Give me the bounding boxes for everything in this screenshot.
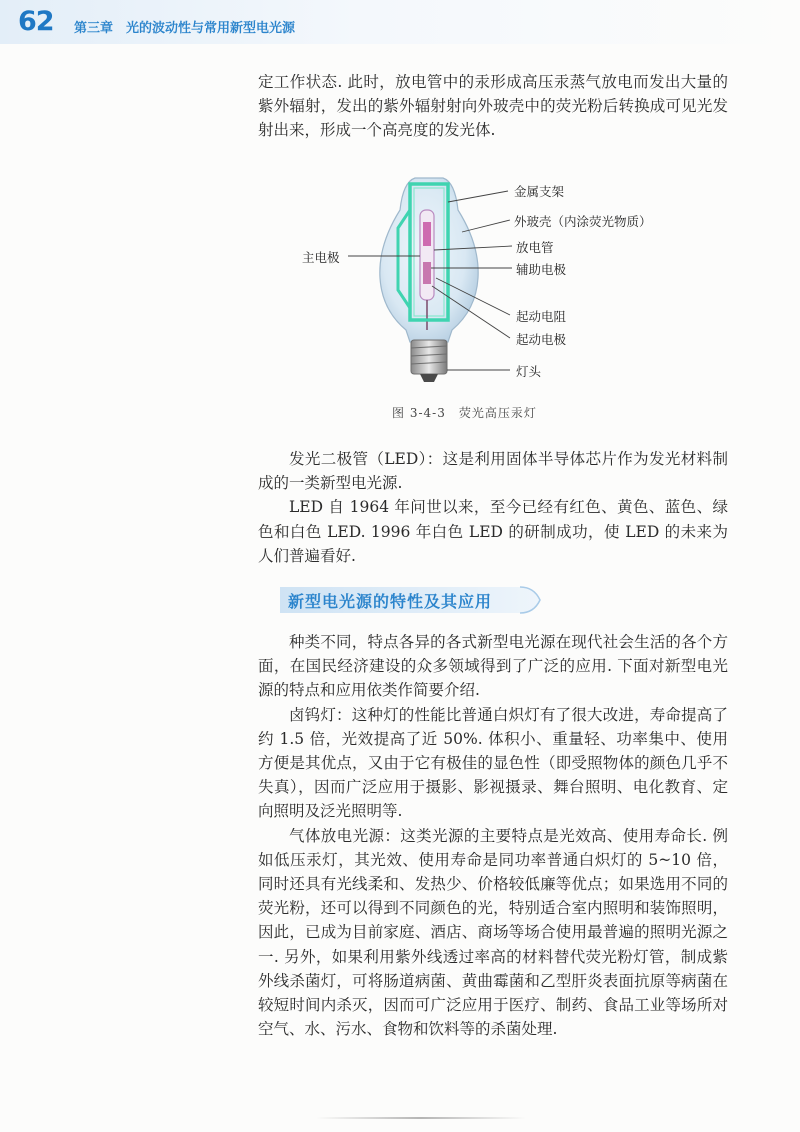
page-number: 62	[18, 6, 54, 37]
lamp-base-shape	[411, 340, 447, 374]
label-metal-frame: 金属支架	[514, 184, 565, 199]
body-paragraph-2: 卤钨灯：这种灯的性能比普通白炽灯有了很大改进，寿命提高了约 1.5 倍，光效提高了近 50%. 体积小、重量轻、功率集中、使用方便是其优点，又由于它有极佳的显色性（即受照物体的颜色几乎不失真），因而广泛应用于摄影、影视摄录、舞台照明、电化教育、定向照明及泛光照明等.	[258, 705, 728, 821]
label-discharge-tube: 放电管	[516, 240, 554, 255]
led-paragraph-block	[258, 447, 728, 568]
led-paragraph-1: 发光二极管（LED）：这是利用固体半导体芯片作为发光材料制成的一类新型电光源.	[258, 450, 728, 493]
intro-paragraph: 定工作状态. 此时，放电管中的汞形成高压汞蒸气放电而发出大量的紫外辐射，发出的紫外辐射射向外玻壳中的荧光粉后转换成可见光发射出来，形成一个高亮度的发光体.	[258, 73, 728, 140]
figure-caption: 图 3-4-3 荧光高压汞灯	[392, 406, 537, 420]
label-outer-bulb: 外玻壳（内涂荧光物质）	[514, 214, 652, 229]
intro-paragraph-block	[258, 70, 728, 143]
chapter-title: 第三章 光的波动性与常用新型电光源	[74, 21, 296, 36]
body-paragraph-3: 气体放电光源：这类光源的主要特点是光效高、使用寿命长. 例如低压汞灯，其光效、使用寿命是同功率普通白炽灯的 5~10 倍，同时还具有光线柔和、发热少、价格较低廉等优点；如果选用不同的荧光粉，还可以得到不同颜色的光，特别适合室内照明和装饰照明，因此，已成为目前家庭、酒店、商场等场合使用最普遍的照明光源之一. 另外，如果利用紫外线透过率高的材料替代荧光粉灯管，制成紫外线杀菌灯，可将肠道病菌、黄曲霉菌和乙型肝炎表面抗原等病菌在较短时间内杀灭，因而可广泛应用于医疗、制药、食品工业等场所对空气、水、污水、食物和饮料等的杀菌处理.	[258, 826, 728, 1039]
section-heading: 新型电光源的特性及其应用	[288, 592, 493, 611]
label-auxiliary-electrode: 辅助电极	[516, 262, 567, 277]
label-lamp-base: 灯头	[516, 364, 542, 379]
body-paragraph-block	[258, 630, 728, 1041]
mercury-lamp-illustration	[290, 170, 650, 390]
section-heading-banner	[258, 583, 558, 617]
body-paragraph-1: 种类不同，特点各异的各式新型电光源在现代社会生活的各个方面，在国民经济建设的众多领域得到了广泛的应用. 下面对新型电光源的特点和应用依类作简要介绍.	[258, 633, 728, 700]
label-starting-electrode: 起动电极	[516, 332, 567, 347]
lamp-figure	[290, 170, 650, 390]
footer-divider	[316, 1117, 526, 1119]
led-paragraph-2: LED 自 1964 年问世以来，至今已经有红色、黄色、蓝色、绿色和白色 LED. 1996 年白色 LED 的研制成功，使 LED 的未来为人们普遍看好.	[258, 498, 728, 565]
label-starting-resistor: 起动电阻	[516, 309, 567, 324]
label-main-electrode: 主电极	[302, 250, 340, 265]
